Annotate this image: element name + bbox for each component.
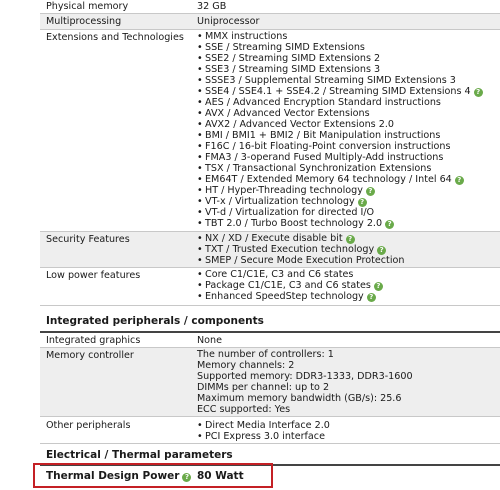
- help-icon[interactable]: ?: [377, 246, 386, 255]
- list-item: • Enhanced SpeedStep technology ?: [197, 291, 383, 302]
- spec-row-integrated-graphics: [40, 334, 500, 348]
- section-title-integrated: Integrated peripherals / components: [46, 315, 264, 327]
- detail-line: Maximum memory bandwidth (GB/s): 25.6: [197, 393, 402, 404]
- help-icon[interactable]: ?: [374, 282, 383, 291]
- help-icon[interactable]: ?: [366, 187, 375, 196]
- spec-label: Physical memory: [46, 1, 129, 12]
- list-item: • AVX / Advanced Vector Extensions: [197, 108, 483, 119]
- list-item: • NX / XD / Execute disable bit ?: [197, 233, 404, 244]
- other-peripherals-list: [197, 420, 330, 442]
- list-item: • AES / Advanced Encryption Standard instructions: [197, 97, 483, 108]
- spec-row-physical-memory: [40, 0, 500, 14]
- spec-label: Extensions and Technologies: [46, 32, 184, 43]
- list-item: • FMA3 / 3-operand Fused Multiply-Add instructions: [197, 152, 483, 163]
- spec-value: None: [197, 335, 223, 346]
- spec-row-memory-controller: [40, 348, 500, 417]
- help-icon[interactable]: ?: [358, 198, 367, 207]
- spec-value: 32 GB: [197, 1, 227, 12]
- spec-value: Uniprocessor: [197, 16, 260, 27]
- list-item: • AVX2 / Advanced Vector Extensions 2.0: [197, 119, 483, 130]
- spec-row-multiprocessing: [40, 14, 500, 30]
- detail-line: Supported memory: DDR3-1333, DDR3-1600: [197, 371, 413, 382]
- list-item: • SSE / Streaming SIMD Extensions: [197, 42, 483, 53]
- help-icon[interactable]: ?: [474, 88, 483, 97]
- list-item: • Core C1/C1E, C3 and C6 states: [197, 269, 383, 280]
- spec-row-other-peripherals: [40, 417, 500, 444]
- memory-controller-details: [197, 349, 413, 415]
- detail-line: Memory channels: 2: [197, 360, 295, 371]
- list-item: • Direct Media Interface 2.0: [197, 420, 330, 431]
- tdp-label: Thermal Design Power ?: [46, 470, 191, 482]
- list-item: • SSE4 / SSE4.1 + SSE4.2 / Streaming SIMD Extensions 4 ?: [197, 86, 483, 97]
- low-power-list: [197, 269, 383, 302]
- spec-label: Multiprocessing: [46, 16, 122, 27]
- security-list: [197, 233, 404, 266]
- spec-row-extensions: [40, 30, 500, 232]
- list-item: • SMEP / Secure Mode Execution Protection: [197, 255, 404, 266]
- detail-line: ECC supported: Yes: [197, 404, 291, 415]
- list-item: • VT-d / Virtualization for directed I/O: [197, 207, 483, 218]
- spec-label: Integrated graphics: [46, 335, 141, 346]
- list-item: • Package C1/C1E, C3 and C6 states ?: [197, 280, 383, 291]
- list-item: • TSX / Transactional Synchronization Extensions: [197, 163, 483, 174]
- spec-row-low-power: [40, 268, 500, 306]
- list-item: • TBT 2.0 / Turbo Boost technology 2.0 ?: [197, 218, 483, 229]
- extensions-list: [197, 31, 483, 229]
- list-item: • SSSE3 / Supplemental Streaming SIMD Extensions 3: [197, 75, 483, 86]
- list-item: • PCI Express 3.0 interface: [197, 431, 330, 442]
- help-icon[interactable]: ?: [385, 220, 394, 229]
- tdp-value: 80 Watt: [197, 470, 244, 482]
- spec-label: Memory controller: [46, 350, 134, 361]
- help-icon[interactable]: ?: [367, 293, 376, 302]
- list-item: • F16C / 16-bit Floating-Point conversion instructions: [197, 141, 483, 152]
- detail-line: DIMMs per channel: up to 2: [197, 382, 330, 393]
- list-item: • HT / Hyper-Threading technology ?: [197, 185, 483, 196]
- list-item: • EM64T / Extended Memory 64 technology / Intel 64 ?: [197, 174, 483, 185]
- detail-line: The number of controllers: 1: [197, 349, 334, 360]
- spec-label: Other peripherals: [46, 420, 131, 431]
- spec-label: Low power features: [46, 270, 141, 281]
- section-title-thermal: Electrical / Thermal parameters: [46, 449, 233, 461]
- spec-label: Security Features: [46, 234, 130, 245]
- list-item: • MMX instructions: [197, 31, 483, 42]
- help-icon[interactable]: ?: [455, 176, 464, 185]
- list-item: • BMI / BMI1 + BMI2 / Bit Manipulation instructions: [197, 130, 483, 141]
- section-divider: [40, 331, 500, 333]
- list-item: • SSE3 / Streaming SIMD Extensions 3: [197, 64, 483, 75]
- list-item: • SSE2 / Streaming SIMD Extensions 2: [197, 53, 483, 64]
- spec-row-security: [40, 232, 500, 268]
- help-icon[interactable]: ?: [346, 235, 355, 244]
- help-icon[interactable]: ?: [182, 473, 191, 482]
- list-item: • VT-x / Virtualization technology ?: [197, 196, 483, 207]
- list-item: • TXT / Trusted Execution technology ?: [197, 244, 404, 255]
